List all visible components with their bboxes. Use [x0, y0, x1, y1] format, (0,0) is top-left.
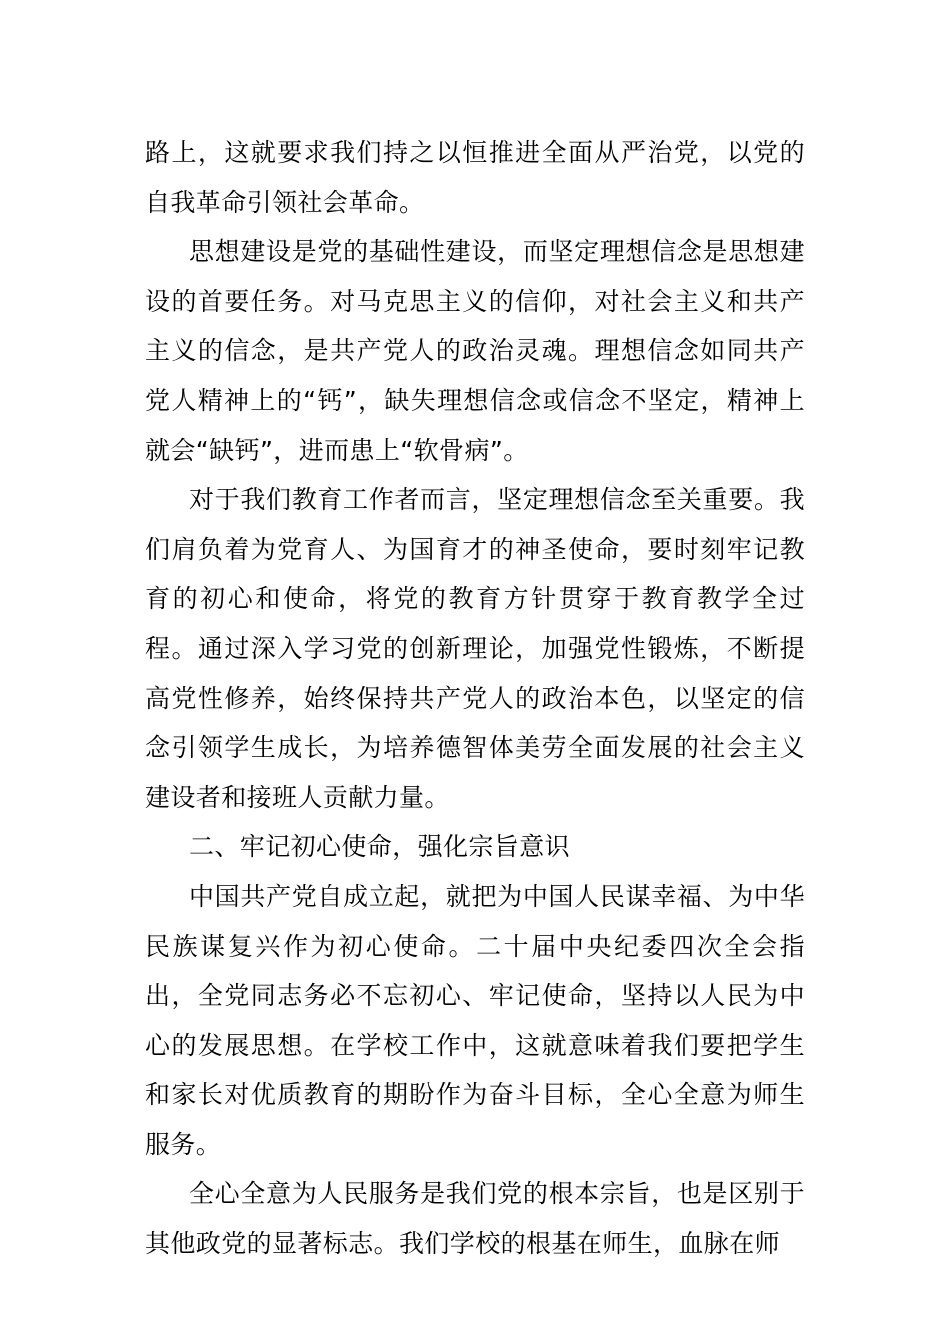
document-body: [145, 128, 805, 1269]
paragraph-serve-the-people: 全心全意为人民服务是我们党的根本宗旨，也是区别于其他政党的显著标志。我们学校的根基在师生，血脉在师: [145, 1179, 805, 1259]
paragraph-ideology-building: 思想建设是党的基础性建设，而坚定理想信念是思想建设的首要任务。对马克思主义的信仰，对社会主义和共产主义的信念，是共产党人的政治灵魂。理想信念如同共产党人精神上的“钙”，缺失理想信念或信念不坚定，精神上就会“缺钙”，进而患上“软骨病”。: [145, 237, 805, 465]
paragraph-continuation: 路上，这就要求我们持之以恒推进全面从严治党，以党的自我革命引领社会革命。: [145, 138, 805, 217]
paragraph-educators-faith: 对于我们教育工作者而言，坚定理想信念至关重要。我们肩负着为党育人、为国育才的神圣使命，要时刻牢记教育的初心和使命，将党的教育方针贯穿于教育教学全过程。通过深入学习党的创新理论，加强党性锻炼，不断提高党性修养，始终保持共产党人的政治本色，以坚定的信念引领学生成长，为培养德智体美劳全面发展的社会主义建设者和接班人贡献力量。: [145, 485, 805, 812]
paragraph-founding-mission: 中国共产党自成立起，就把为中国人民谋幸福、为中华民族谋复兴作为初心使命。二十届中央纪委四次全会指出，全党同志务必不忘初心、牢记使命，坚持以人民为中心的发展思想。在学校工作中，这就意味着我们要把学生和家长对优质教育的期盼作为奋斗目标，全心全意为师生服务。: [145, 881, 805, 1159]
section-heading-two: 二、牢记初心使命，强化宗旨意识: [189, 832, 571, 862]
